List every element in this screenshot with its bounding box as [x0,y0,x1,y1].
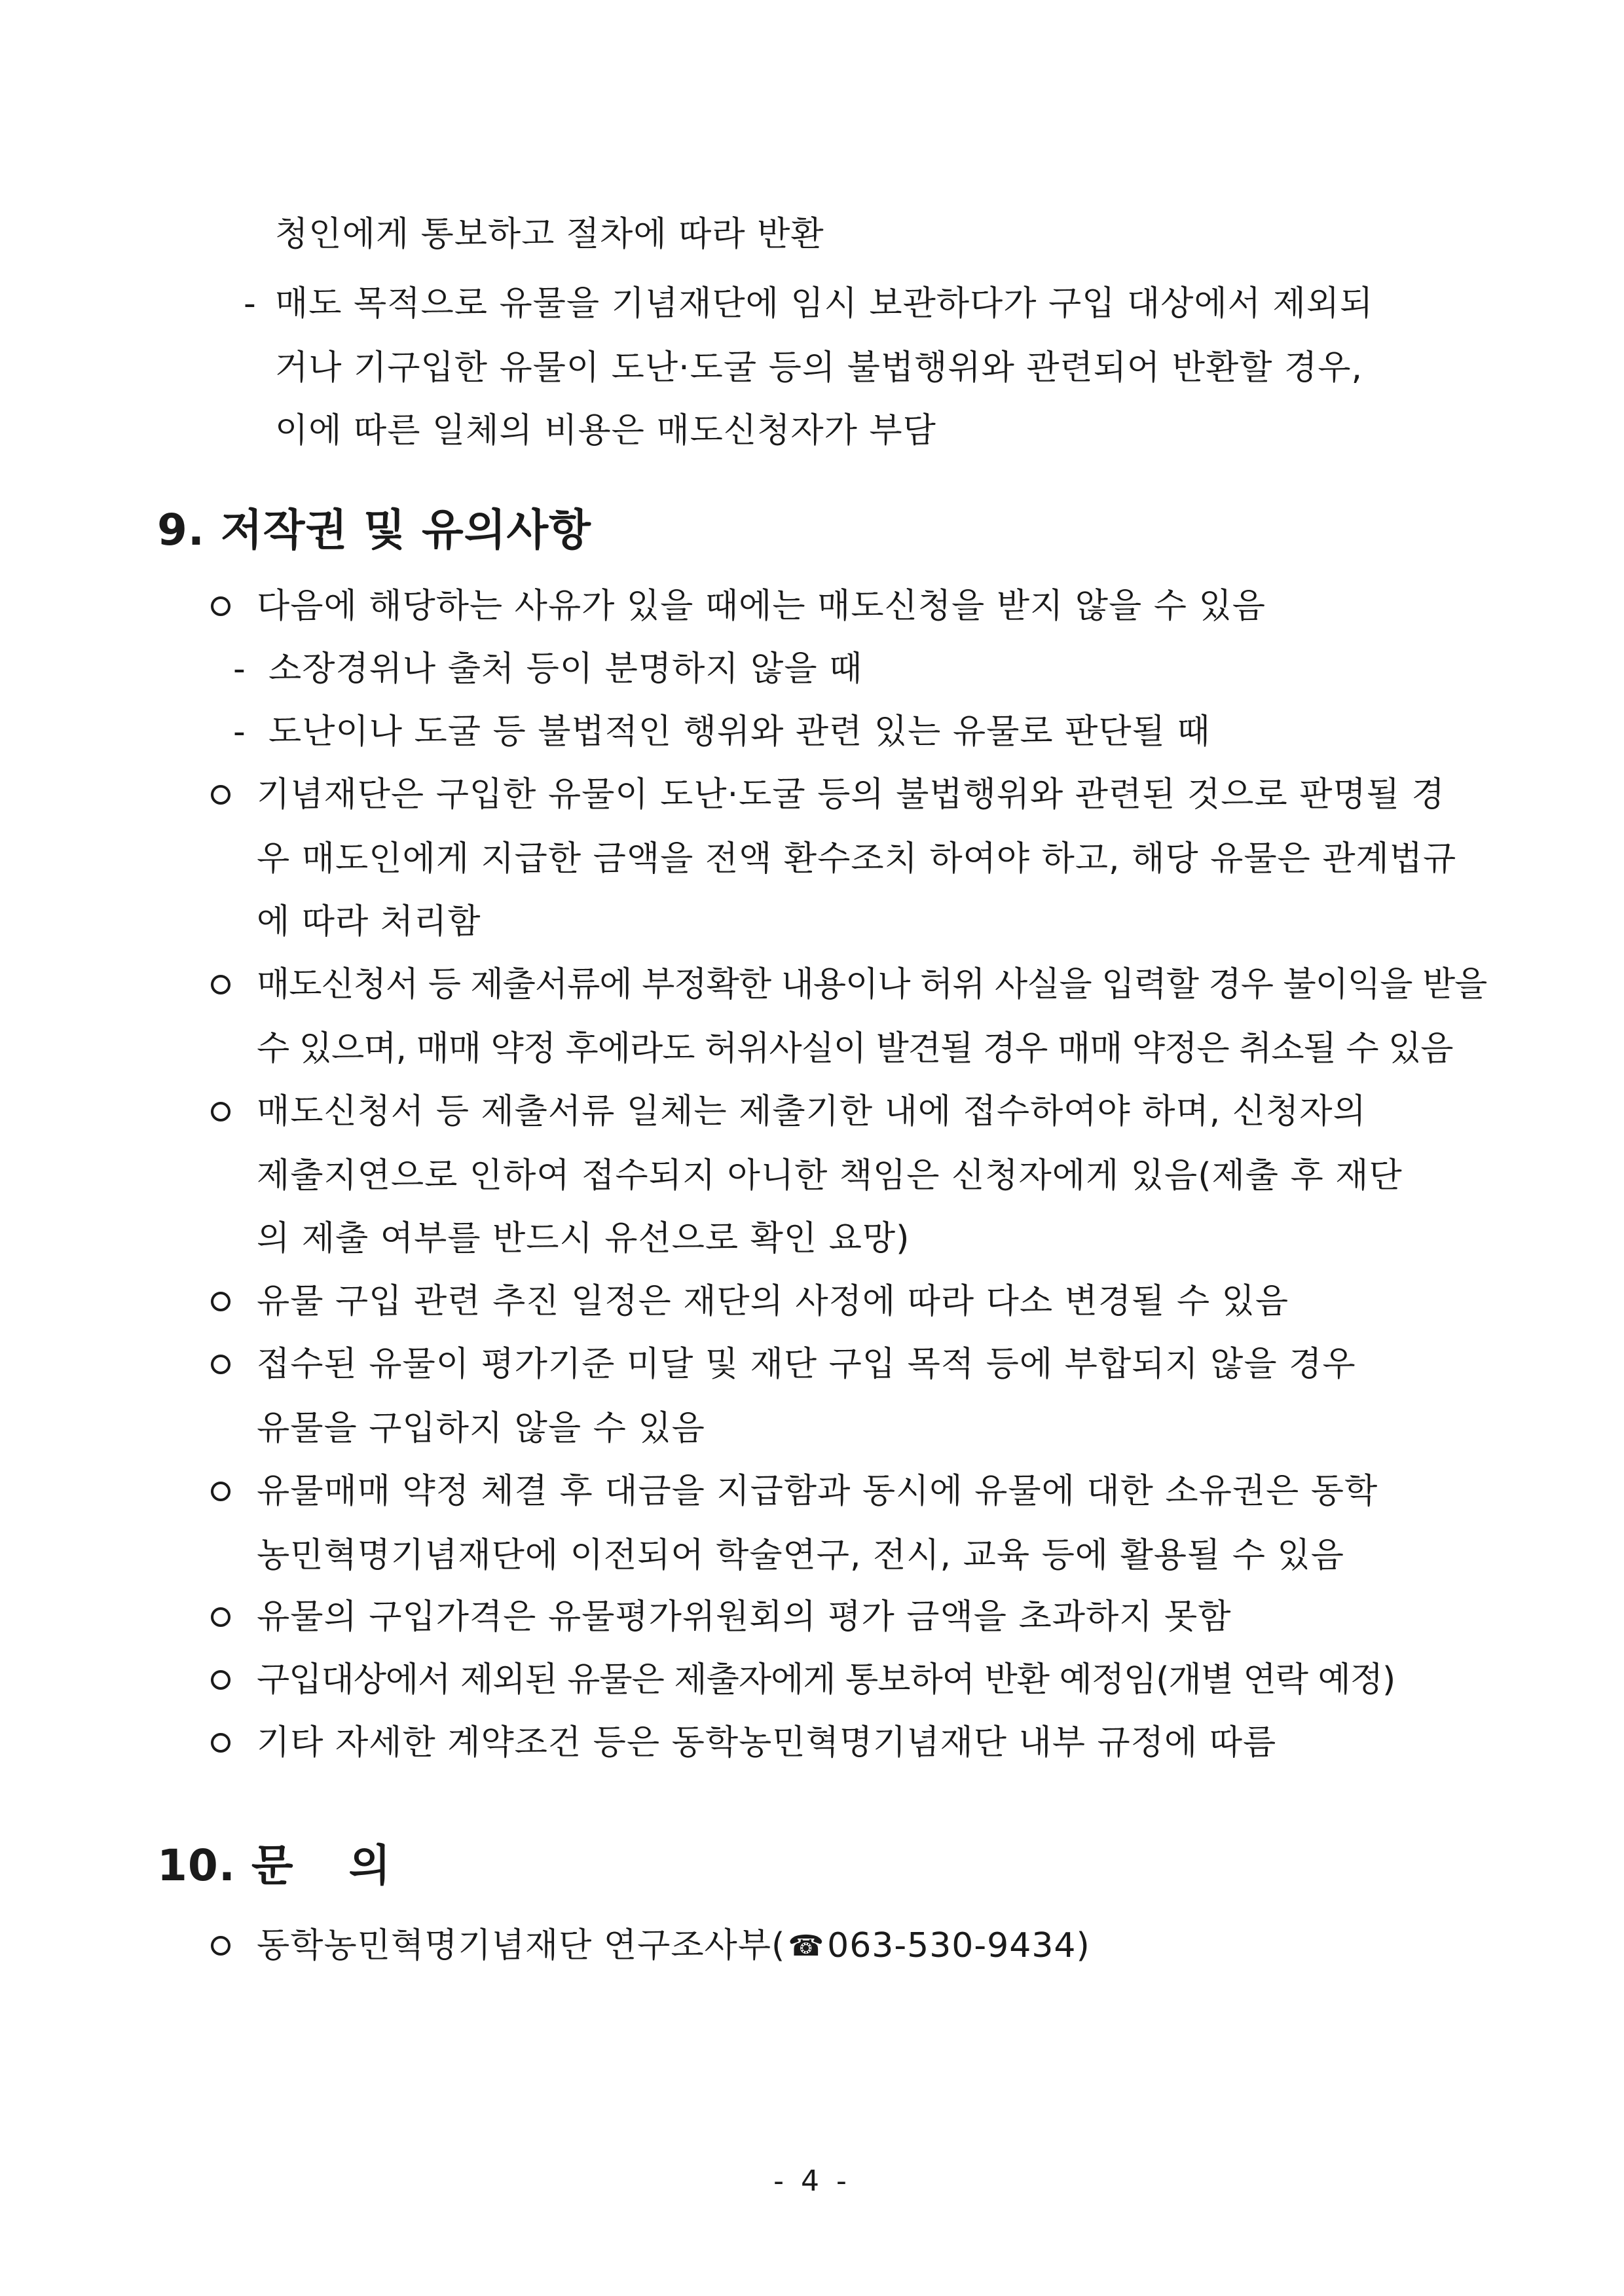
section-9-item-7-line-1: 유물매매 약정 체결 후 대금을 지급함과 동시에 유물에 대한 소유권은 동학 [257,1472,1378,1511]
circle-bullet-icon [211,596,231,616]
section-9-heading [157,504,591,556]
circle-bullet-icon [211,785,231,805]
section-9-item-3-line-2: 수 있으며, 매매 약정 후에라도 허위사실이 발견될 경우 매매 약정은 취소될 수 있음 [257,1029,1453,1068]
circle-bullet-icon [211,1292,231,1311]
contact-phone: 063-530-9434) [827,1926,1090,1965]
dash-marker: - [233,649,246,689]
section-9-item-1-sub-1: 소장경위나 출처 등이 분명하지 않을 때 [268,649,863,689]
circle-bullet-icon [211,1102,231,1121]
circle-bullet-icon [211,1482,231,1501]
continuation-line-3: 거나 기구입한 유물이 도난·도굴 등의 불법행위와 관련되어 반환할 경우, [275,348,1363,388]
circle-bullet-icon [211,1936,231,1956]
section-9-item-2-line-2: 우 매도인에게 지급한 금액을 전액 환수조치 하여야 하고, 해당 유물은 관계법규 [257,839,1457,879]
section-9-item-4-line-2: 제출지연으로 인하여 접수되지 아니한 책임은 신청자에게 있음(제출 후 재단 [257,1156,1403,1195]
section-9-item-5-line-1: 유물 구입 관련 추진 일정은 재단의 사정에 따라 다소 변경될 수 있음 [257,1282,1289,1321]
section-9-item-2-line-1: 기념재단은 구입한 유물이 도난·도굴 등의 불법행위와 관련된 것으로 판명될 경 [257,775,1445,814]
section-10-number: 10. [157,1840,236,1891]
section-9-item-2-line-3: 에 따라 처리함 [257,902,481,941]
section-9-item-8-line-1: 유물의 구입가격은 유물평가위원회의 평가 금액을 초과하지 못함 [257,1597,1232,1637]
section-9-item-7-line-2: 농민혁명기념재단에 이전되어 학술연구, 전시, 교육 등에 활용될 수 있음 [257,1536,1345,1575]
section-9-number: 9. [157,505,205,555]
section-9-item-10-line-1: 기타 자세한 계약조건 등은 동학농민혁명기념재단 내부 규정에 따름 [257,1723,1277,1762]
section-9-title: 저작권 및 유의사항 [220,505,591,555]
section-9-item-6-line-2: 유물을 구입하지 않을 수 있음 [257,1409,705,1448]
section-9-item-4-line-1: 매도신청서 등 제출서류 일체는 제출기한 내에 접수하여야 하며, 신청자의 [257,1092,1367,1131]
section-9-item-1-sub-2: 도난이나 도굴 등 불법적인 행위와 관련 있는 유물로 판단될 때 [268,712,1211,752]
dash-marker: - [244,284,256,323]
continuation-line-2: 매도 목적으로 유물을 기념재단에 임시 보관하다가 구입 대상에서 제외되 [275,284,1374,323]
dash-marker: - [233,712,246,752]
contact-organization: 동학농민혁명기념재단 연구조사부( [257,1926,786,1965]
circle-bullet-icon [211,1670,231,1690]
circle-bullet-icon [211,1607,231,1627]
section-10-heading [157,1840,391,1892]
section-9-item-9-line-1: 구입대상에서 제외된 유물은 제출자에게 통보하여 반환 예정임(개별 연락 예정) [257,1660,1395,1700]
phone-icon: ☎ [788,1929,825,1963]
circle-bullet-icon [211,1355,231,1374]
section-9-item-3-line-1: 매도신청서 등 제출서류에 부정확한 내용이나 허위 사실을 입력할 경우 불이익을 받을 [257,965,1487,1004]
continuation-line-4: 이에 따른 일체의 비용은 매도신청자가 부담 [275,411,936,450]
section-9-item-6-line-1: 접수된 유물이 평가기준 미달 및 재단 구입 목적 등에 부합되지 않을 경우 [257,1345,1356,1384]
contact-line [257,1925,1090,1967]
section-10-title: 문 의 [251,1840,392,1891]
page-number: - 4 - [773,2164,851,2198]
section-9-item-4-line-3: 의 제출 여부를 반드시 유선으로 확인 요망) [257,1219,910,1258]
continuation-line-1: 청인에게 통보하고 절차에 따라 반환 [275,215,824,254]
circle-bullet-icon [211,1733,231,1753]
circle-bullet-icon [211,975,231,994]
section-9-item-1-line-1: 다음에 해당하는 사유가 있을 때에는 매도신청을 받지 않을 수 있음 [257,587,1266,626]
